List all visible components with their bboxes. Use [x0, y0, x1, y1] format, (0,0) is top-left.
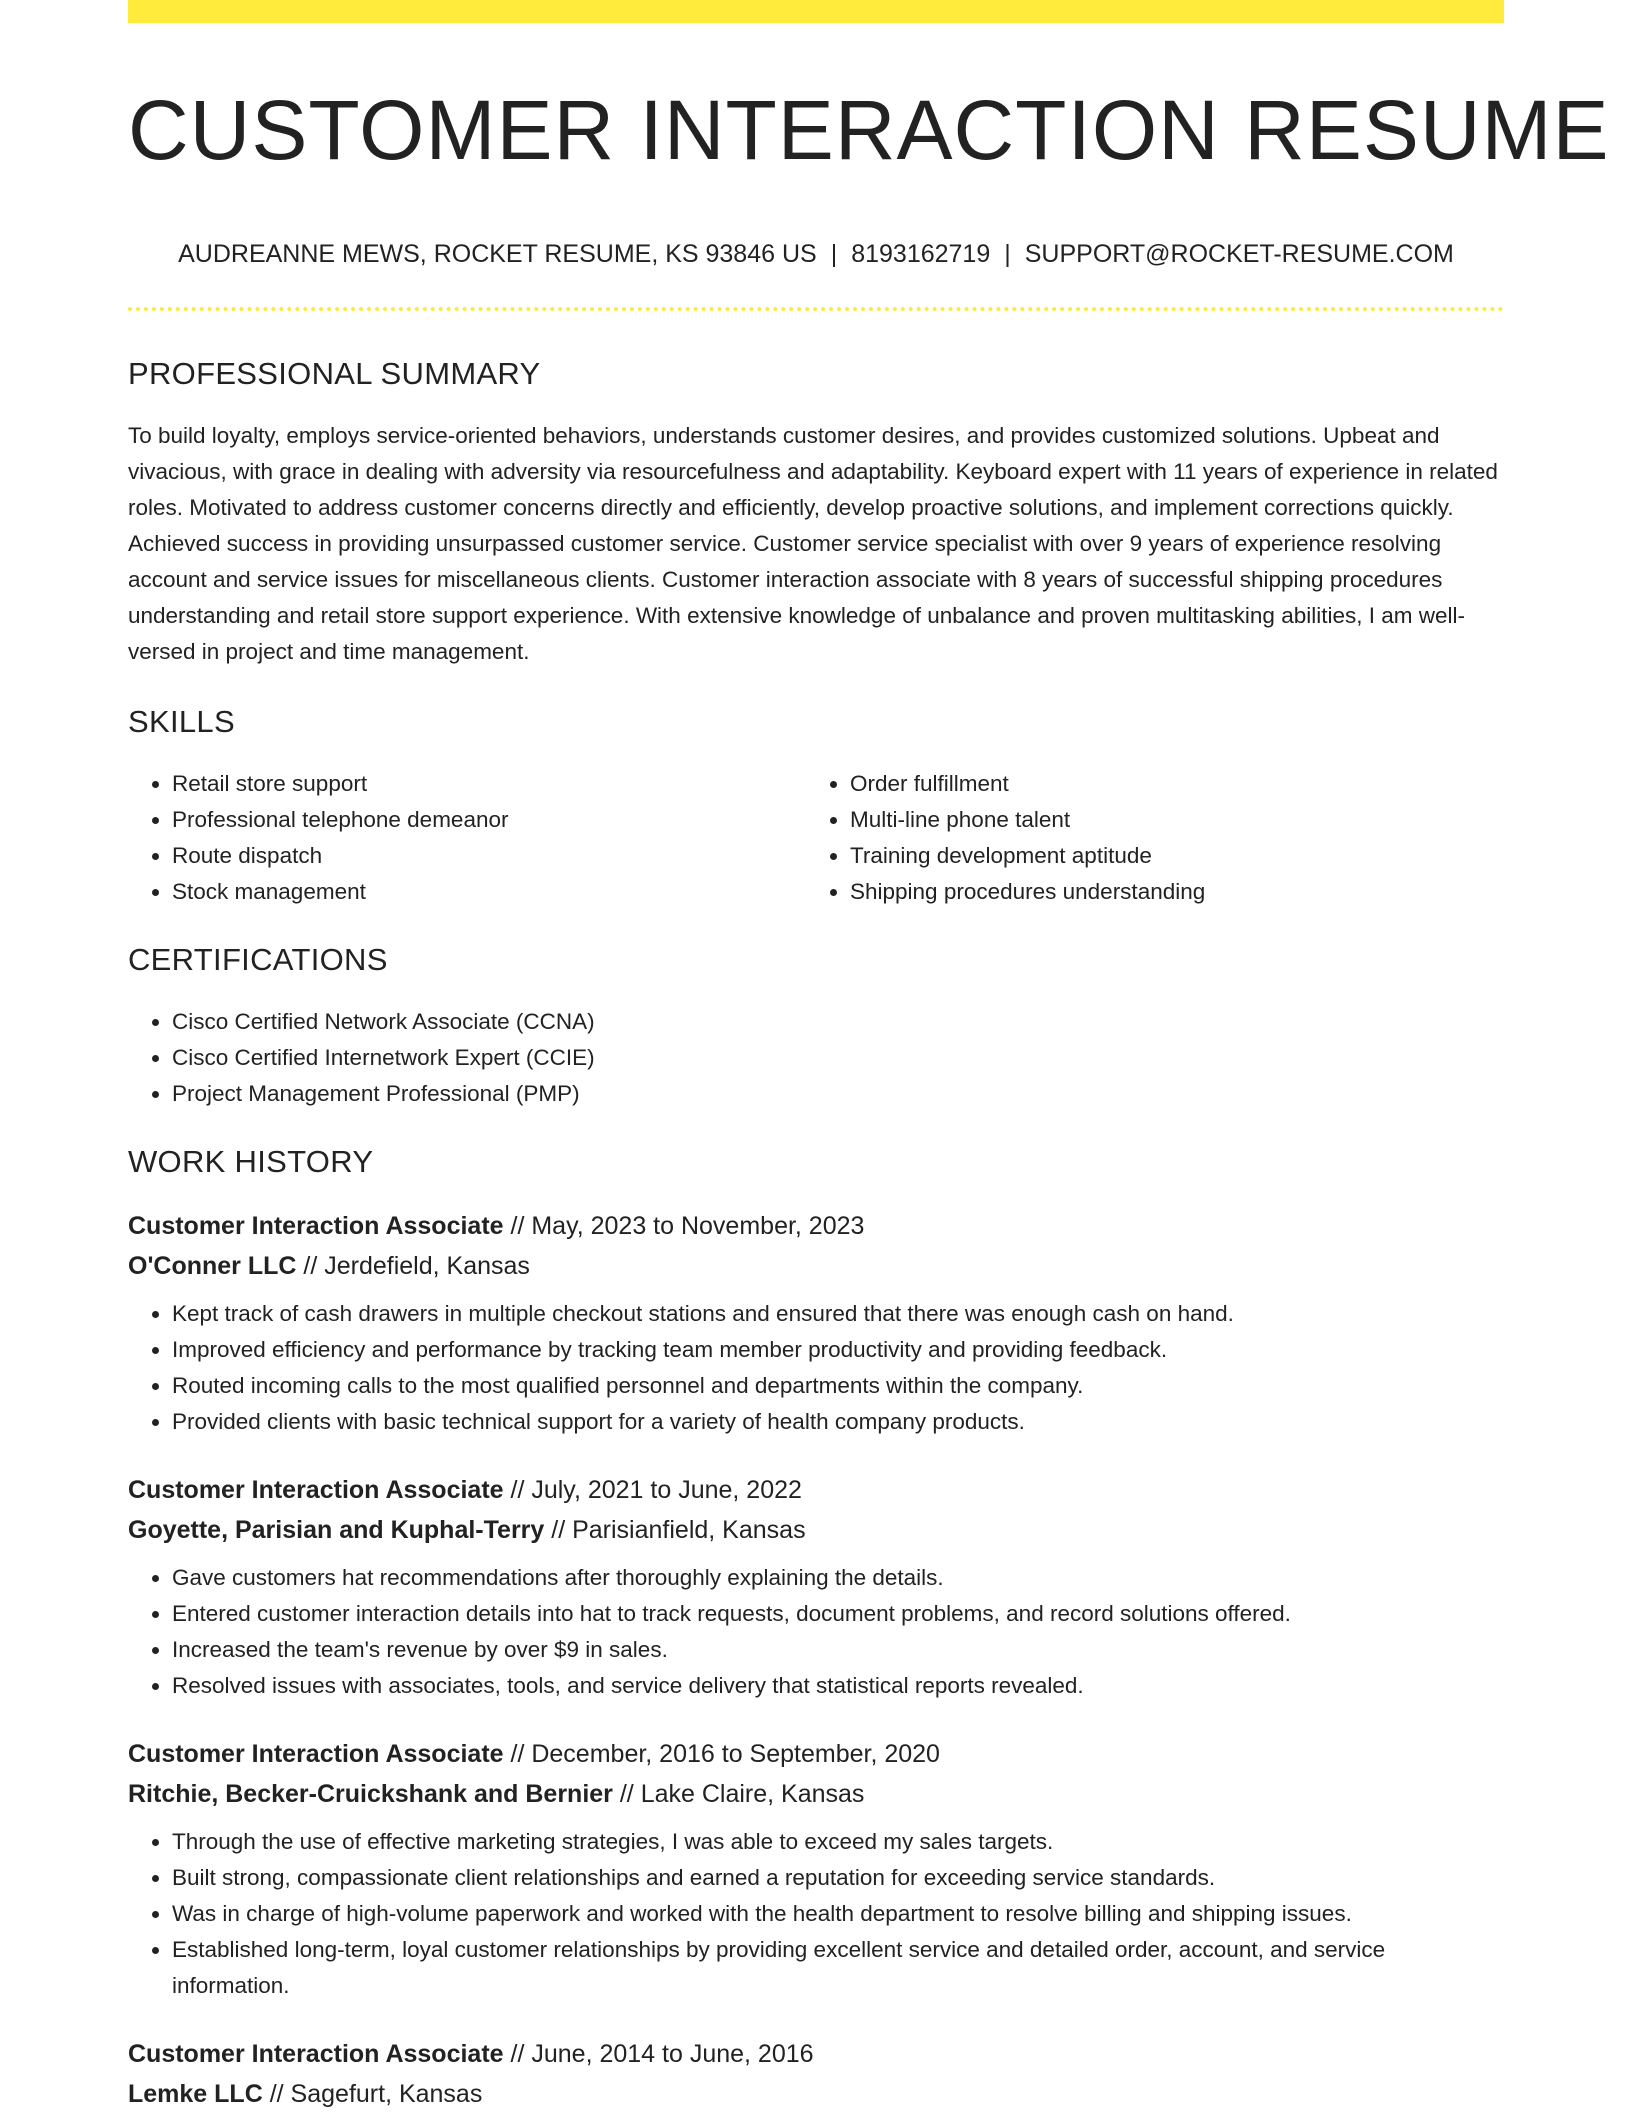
job-bullet: • Increased the team's revenue by over $9 in sales.: [172, 1632, 1504, 1668]
skill-item: • Order fulfillment: [850, 766, 1484, 802]
contact-email[interactable]: SUPPORT@ROCKET-RESUME.COM: [1024, 240, 1454, 268]
summary-heading: PROFESSIONAL SUMMARY: [128, 356, 541, 391]
contact-address: AUDREANNE MEWS, ROCKET RESUME, KS 93846 US: [178, 240, 817, 268]
job-role: Customer Interaction Associate: [128, 2040, 504, 2068]
job-bullet: • Entered customer interaction details into hat to track requests, document problems, and record solutions offered.: [172, 1596, 1504, 1632]
skill-item: • Shipping procedures understanding: [850, 874, 1484, 910]
job-dates: // June, 2014 to June, 2016: [510, 2040, 814, 2068]
job-company-line: [128, 1510, 1504, 1550]
job-role: Customer Interaction Associate: [128, 1740, 504, 1768]
certifications-list: [128, 1004, 1504, 1112]
job-bullet: • Built strong, compassionate client relationships and earned a reputation for exceeding service standards.: [172, 1860, 1504, 1896]
job-dates: // July, 2021 to June, 2022: [510, 1476, 802, 1504]
job-location: // Sagefurt, Kansas: [269, 2080, 483, 2108]
skills-list-left: [128, 766, 806, 910]
skill-item: • Stock management: [172, 874, 806, 910]
job-entry: [128, 1734, 1504, 2004]
job-bullet: • Through the use of effective marketing strategies, I was able to exceed my sales targets.: [172, 1824, 1504, 1860]
skill-item: • Multi-line phone talent: [850, 802, 1484, 838]
certifications-heading: CERTIFICATIONS: [128, 942, 388, 977]
summary-section: [128, 356, 1504, 670]
job-company: Ritchie, Becker-Cruickshank and Bernier: [128, 1780, 613, 1808]
job-company: O'Conner LLC: [128, 1252, 297, 1280]
job-company: Lemke LLC: [128, 2080, 263, 2108]
skill-item: • Professional telephone demeanor: [172, 802, 806, 838]
job-bullet: • Routed incoming calls to the most qualified personnel and departments within the company.: [172, 1368, 1504, 1404]
work-history-heading: WORK HISTORY: [128, 1144, 374, 1179]
accent-top-bar: [128, 0, 1504, 23]
skills-list-right: [806, 766, 1484, 910]
job-title-line: [128, 1734, 1504, 1774]
job-location: // Parisianfield, Kansas: [551, 1516, 806, 1544]
skill-item: • Retail store support: [172, 766, 806, 802]
skill-item: • Route dispatch: [172, 838, 806, 874]
job-location: // Lake Claire, Kansas: [619, 1780, 865, 1808]
job-company-line: [128, 1774, 1504, 1814]
job-role: Customer Interaction Associate: [128, 1212, 504, 1240]
job-title-line: [128, 1470, 1504, 1510]
contact-line: [128, 240, 1504, 269]
job-title-line: [128, 1206, 1504, 1246]
job-bullet: • Gave customers hat recommendations after thoroughly explaining the details.: [172, 1560, 1504, 1596]
job-bullet: • Was in charge of high-volume paperwork and worked with the health department to resolve billing and shipping issues.: [172, 1896, 1504, 1932]
job-bullet: • Resolved issues with associates, tools, and service delivery that statistical reports revealed.: [172, 1668, 1504, 1704]
contact-separator: |: [1004, 240, 1011, 268]
job-entry: [128, 1206, 1504, 1440]
job-bullet: • Established long-term, loyal customer relationships by providing excellent service and detailed order, account, and service information.: [172, 1932, 1504, 2004]
job-entry: [128, 2034, 1504, 2112]
job-location: // Jerdefield, Kansas: [303, 1252, 530, 1280]
skills-section: [128, 704, 1504, 910]
contact-separator: |: [830, 240, 838, 268]
job-bullet: • Provided clients with basic technical support for a variety of health company products.: [172, 1404, 1504, 1440]
certifications-section: [128, 942, 1504, 1112]
skills-heading: SKILLS: [128, 704, 235, 739]
job-bullet: • Kept track of cash drawers in multiple checkout stations and ensured that there was enough cash on hand.: [172, 1296, 1504, 1332]
certification-item: • Cisco Certified Network Associate (CCNA): [172, 1004, 1504, 1040]
work-history-section: [128, 1144, 1504, 2112]
job-dates: // May, 2023 to November, 2023: [510, 1212, 865, 1240]
job-entry: [128, 1470, 1504, 1704]
certification-item: • Cisco Certified Internetwork Expert (CCIE): [172, 1040, 1504, 1076]
resume-content: [128, 356, 1504, 2112]
job-company-line: [128, 2074, 1504, 2112]
job-dates: // December, 2016 to September, 2020: [510, 1740, 940, 1768]
job-bullets: [128, 1560, 1504, 1704]
job-bullets: [128, 1296, 1504, 1440]
resume-title: CUSTOMER INTERACTION RESUME: [128, 83, 1610, 177]
contact-phone: 8193162719: [851, 240, 991, 268]
job-company-line: [128, 1246, 1504, 1286]
summary-text: To build loyalty, employs service-oriented behaviors, understands customer desires, and provides customized solutions. Upbeat and vivacious, with grace in dealing with adversity via resourcefulness and adaptability. Keyboard expert with 11 years of experience in related roles. Motivated to address customer concerns directly and efficiently, develop proactive solutions, and implement corrections quickly. Achieved success in providing unsurpassed customer service. Customer service specialist with over 9 years of experience resolving account and service issues for miscellaneous clients. Customer interaction associate with 8 years of successful shipping procedures understanding and retail store support experience. With extensive knowledge of unbalance and proven multitasking abilities, I am well-versed in project and time management.: [128, 423, 1498, 664]
job-company: Goyette, Parisian and Kuphal-Terry: [128, 1516, 545, 1544]
skills-columns: [128, 766, 1504, 910]
job-bullets: [128, 1824, 1504, 2004]
dotted-divider: [128, 307, 1504, 311]
skill-item: • Training development aptitude: [850, 838, 1484, 874]
certification-item: • Project Management Professional (PMP): [172, 1076, 1504, 1112]
job-title-line: [128, 2034, 1504, 2074]
job-role: Customer Interaction Associate: [128, 1476, 504, 1504]
job-bullet: • Improved efficiency and performance by tracking team member productivity and providing feedback.: [172, 1332, 1504, 1368]
